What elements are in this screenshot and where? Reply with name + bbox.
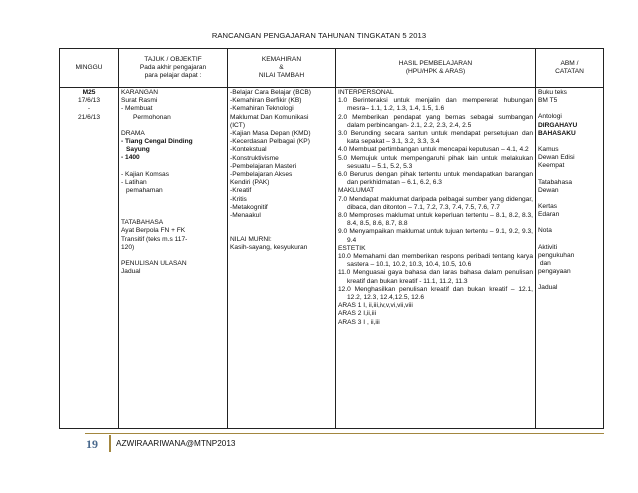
footer-rule xyxy=(85,433,604,434)
week-date-separator: - xyxy=(87,105,91,113)
hasil-item: 12.0 Menghasilkan penulisan kreatif dan bukan kreatif – 12.1, 12.2, 12.3, 12.4,12.5, 12.6 xyxy=(338,285,533,302)
nilai-murni-label: NILAI MURNI: xyxy=(230,236,272,244)
hasil-heading: INTERPERSONAL xyxy=(338,89,394,96)
nilai-murni-value: Kasih-sayang, kesyukuran xyxy=(230,244,308,252)
header-abm-line: CATATAN xyxy=(555,68,584,75)
cell-minggu xyxy=(60,88,119,429)
cell-kemahiran xyxy=(228,88,336,429)
hasil-item: 5.0 Memujuk untuk mempengaruhi pihak lain untuk melakukan sesuatu – 5.1, 5.2, 5.3 xyxy=(338,154,533,170)
header-kemahiran-line: NILAI TAMBAH xyxy=(258,72,305,80)
abm-item: Tatabahasa xyxy=(538,178,573,186)
kemahiran-item: -Kritis xyxy=(230,195,247,203)
hasil-item: 7.0 Mendapat maklumat daripada pelbagai sumber yang didengar, dibaca, dan ditonton – 7.1, 7.2, 7.3, 7.4, 7.5, 7.6, 7.7 xyxy=(338,195,533,211)
tajuk-line: Jadual xyxy=(121,268,141,276)
kemahiran-item: -Kreatif xyxy=(230,187,252,195)
week-end-date: 21/6/13 xyxy=(78,113,100,121)
header-kemahiran-line: & xyxy=(279,63,284,71)
header-minggu: MINGGU xyxy=(60,49,119,88)
header-kemahiran xyxy=(228,49,336,88)
kemahiran-item: (ICT) xyxy=(230,121,246,129)
header-kemahiran-line: KEMAHIRAN xyxy=(261,55,302,63)
hasil-heading: MAKLUMAT xyxy=(338,187,375,195)
kemahiran-item: -Belajar Cara Belajar (BCB) xyxy=(230,89,311,96)
tajuk-line: TATABAHASA xyxy=(121,219,164,227)
tajuk-line: Ayat Berpola FN + FK xyxy=(121,227,186,235)
abm-item: Nota xyxy=(538,227,552,235)
tajuk-line: 120) xyxy=(121,243,135,251)
kemahiran-item: -Kajian Masa Depan (KMD) xyxy=(230,130,311,138)
abm-item: Antologi xyxy=(538,113,562,121)
tajuk-line: - Kajian Komsas xyxy=(121,170,170,178)
week-start-date: 17/6/13 xyxy=(78,97,100,105)
table-header-row xyxy=(60,49,604,88)
page-title: RANCANGAN PENGAJARAN TAHUNAN TINGKATAN 5 2013 xyxy=(211,31,427,40)
kemahiran-item: Maklumat Dan Komunikasi xyxy=(230,113,309,121)
kemahiran-item: -Metakognitif xyxy=(230,203,268,211)
abm-item: Dewan xyxy=(538,186,559,194)
tajuk-line: KARANGAN xyxy=(121,89,159,96)
abm-item: Kamus xyxy=(538,146,559,154)
hasil-item: 10.0 Memahami dan memberikan respons peribadi tentang karya sastera – 10.1, 10.2, 10.3, 10.4, 10.5, 10.6 xyxy=(338,253,533,269)
abm-item: DIRGAHAYU xyxy=(538,121,578,129)
abm-item: Keempat xyxy=(538,162,565,170)
aras-item: ARAS 3 I , ii,iii xyxy=(338,318,380,326)
hasil-item: 9.0 Menyampaikan maklumat untuk tujuan tertentu – 9.1, 9.2, 9.3, 9.4 xyxy=(338,228,533,244)
header-abm-line: ABM / xyxy=(560,59,579,67)
kemahiran-item: -Kecerdasan Pelbagai (KP) xyxy=(230,138,310,146)
tajuk-line: Surat Rasmi xyxy=(121,97,158,105)
hasil-item: 6.0 Berurus dengan pihak tertentu untuk mendapatkan barangan dan perkhidmatan – 6.1, 6.2, 6.3 xyxy=(338,171,533,187)
kemahiran-item: Kendiri (PAK) xyxy=(230,179,270,187)
table-row xyxy=(60,88,604,429)
cell-tajuk xyxy=(119,88,228,429)
tajuk-line: DRAMA xyxy=(121,129,145,137)
yearly-plan-table xyxy=(59,48,604,429)
header-tajuk xyxy=(119,49,228,88)
kemahiran-item: -Kemahiran Teknologi xyxy=(230,105,294,113)
abm-item: Dewan Edisi xyxy=(538,154,575,162)
hasil-item: 8.0 Memproses maklumat untuk keperluan tertentu – 8.1, 8.2, 8.3, 8.4, 8.5, 8.6, 8.7, 8.8 xyxy=(338,212,533,228)
header-hasil-line: (HPU/HPK & ARAS) xyxy=(405,68,466,75)
tajuk-line: - Latihan xyxy=(121,178,147,186)
hasil-item: 1.0 Berinteraksi untuk menjalin dan mempererat hubungan mesra– 1.1, 1.2, 1.3, 1.4, 1.5, 1.6 xyxy=(338,97,533,113)
footer-divider xyxy=(109,435,111,452)
kemahiran-item: -Pembelajaran Masteri xyxy=(230,162,297,170)
tajuk-line: - 1400 xyxy=(121,154,140,162)
week-number: M25 xyxy=(82,89,96,96)
header-tajuk-line: TAJUK / OBJEKTIF xyxy=(144,55,202,63)
header-tajuk-line: Pada akhir pengajaran xyxy=(139,63,207,71)
tajuk-line: Transitif (teks m.s 117- xyxy=(121,235,188,243)
hasil-item: 3.0 Berunding secara santun untuk mendapat persetujuan dan kata sepakat – 3.1, 3.2, 3.3, 3.4 xyxy=(338,130,533,146)
kemahiran-item: -Konstruktivisme xyxy=(230,154,279,162)
tajuk-line: Sayung xyxy=(126,146,150,154)
tajuk-line: - Membuat xyxy=(121,105,153,113)
header-hasil-line: HASIL PEMBELAJARAN xyxy=(398,59,473,67)
hasil-heading: ESTETIK xyxy=(338,244,366,252)
kemahiran-item: -Kontekstual xyxy=(230,146,267,154)
footer-author: AZWIRAARIWANA@MTNP2013 xyxy=(116,439,236,448)
abm-item: BAHASAKU xyxy=(538,129,576,137)
abm-item: Edaran xyxy=(538,211,560,219)
header-tajuk-line: para pelajar dapat : xyxy=(144,72,202,80)
abm-item: Kertas xyxy=(538,203,558,211)
cell-abm xyxy=(536,88,604,429)
hasil-item: 2.0 Memberikan pendapat yang bernas sebagai sumbangan dalam perbincangan- 2.1, 2.2, 2.3, 2.4, 2.5 xyxy=(338,113,533,129)
tajuk-line: - Tiang Cengal Dinding xyxy=(121,138,193,146)
abm-item: pengayaan xyxy=(538,268,571,276)
tajuk-line: pemahaman xyxy=(126,187,163,195)
hasil-item: 4.0 Membuat pertimbangan untuk mencapai keputusan – 4.1, 4.2 xyxy=(338,146,529,154)
abm-item: dan xyxy=(538,260,551,268)
abm-item: pengukuhan xyxy=(538,251,575,259)
header-abm xyxy=(536,49,604,88)
tajuk-line: PENULISAN ULASAN xyxy=(121,260,187,268)
abm-item: Aktiviti xyxy=(538,243,558,251)
kemahiran-item: -Pembelajaran Akses xyxy=(230,171,293,179)
kemahiran-item: -Menaakul xyxy=(230,212,261,220)
abm-item: BM T5 xyxy=(538,97,558,105)
header-hasil xyxy=(336,49,536,88)
hasil-item: 11.0 Menguasai gaya bahasa dan laras bahasa dalam penulisan kreatif dan bukan kreatif - 11.1, 11.2, 11.3 xyxy=(338,269,533,285)
aras-item: ARAS 1 I, ii,iii,iv,v,vi,vii,viii xyxy=(338,302,413,310)
abm-item: Buku teks xyxy=(538,89,567,96)
cell-hasil xyxy=(336,88,536,429)
tajuk-line: Permohonan xyxy=(133,113,171,121)
kemahiran-item: -Kemahiran Berfikir (KB) xyxy=(230,97,302,105)
page-number: 19 xyxy=(86,437,98,451)
aras-item: ARAS 2 I,ii,iii xyxy=(338,310,377,318)
abm-item: Jadual xyxy=(538,284,558,292)
